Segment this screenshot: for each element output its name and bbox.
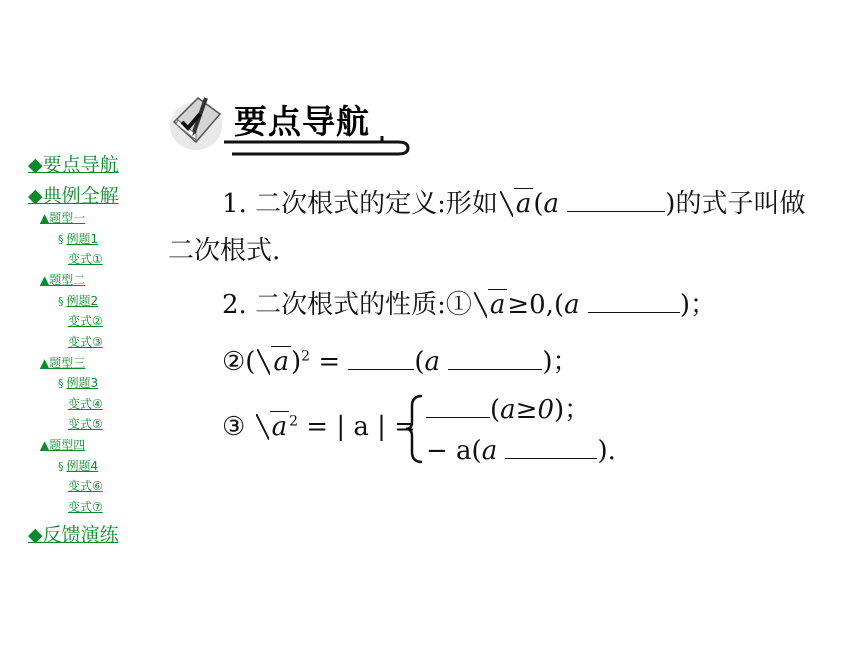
answer-blank-3[interactable] [348,347,414,370]
nav-item-variant-2[interactable]: 变式② [68,314,103,328]
nav-item-example-4[interactable]: § 例题4 [58,459,99,473]
nav-item-variant-6[interactable]: 变式⑥ [68,479,103,493]
header-underline [222,134,412,156]
definition-line-2: 二次根式. [168,236,281,266]
section-icon: § [58,377,64,390]
case-line-2: − a(a ). [426,436,616,466]
property-line-3: ③ a $^2$ = | a | = [222,412,416,442]
definition-line: 1. 二次根式的定义:形如 a(a )的式子叫做 [222,189,806,219]
left-brace [404,394,426,464]
nav-item-feedback[interactable]: ◆反馈演练 [28,524,119,546]
nav-item-example-1[interactable]: § 例题1 [58,232,99,246]
nav-item-examples[interactable]: ◆典例全解 [28,185,119,207]
answer-blank-1[interactable] [567,189,665,212]
sqrt-a-squared: a $^2$ [256,412,298,442]
sqrt-a: a [474,290,508,320]
header-title: 要点导航 [234,102,370,141]
nav-item-key-points[interactable]: ◆要点导航 [28,154,119,176]
nav-item-type-2[interactable]: ▲题型二 [40,273,86,287]
nav-item-variant-3[interactable]: 变式③ [68,335,103,349]
answer-blank-2[interactable] [588,290,680,313]
section-icon: § [58,295,64,308]
sqrt-a: a [500,189,534,219]
nav-item-type-3[interactable]: ▲题型三 [40,356,86,370]
property-line-1: 2. 二次根式的性质:① a≥0,(a )； [222,290,717,320]
nav-item-example-3[interactable]: § 例题3 [58,376,99,390]
section-icon: § [58,233,64,246]
nav-item-type-1[interactable]: ▲题型一 [40,211,86,225]
pencil-book-icon [166,92,228,154]
nav-item-variant-1[interactable]: 变式① [68,252,103,266]
nav-item-variant-5[interactable]: 变式⑤ [68,417,103,431]
section-header [166,92,416,158]
property-line-2: ②( a)$^2$ = (a )； [222,347,579,377]
section-icon: § [58,460,64,473]
sqrt-a: a [257,347,291,377]
answer-blank-4[interactable] [448,347,542,370]
answer-blank-5[interactable] [426,395,490,418]
answer-blank-6[interactable] [505,436,597,459]
nav-item-variant-4[interactable]: 变式④ [68,397,103,411]
case-line-1: (a≥0)； [426,389,590,426]
nav-item-variant-7[interactable]: 变式⑦ [68,500,103,514]
nav-item-type-4[interactable]: ▲题型四 [40,438,86,452]
nav-item-example-2[interactable]: § 例题2 [58,294,99,308]
